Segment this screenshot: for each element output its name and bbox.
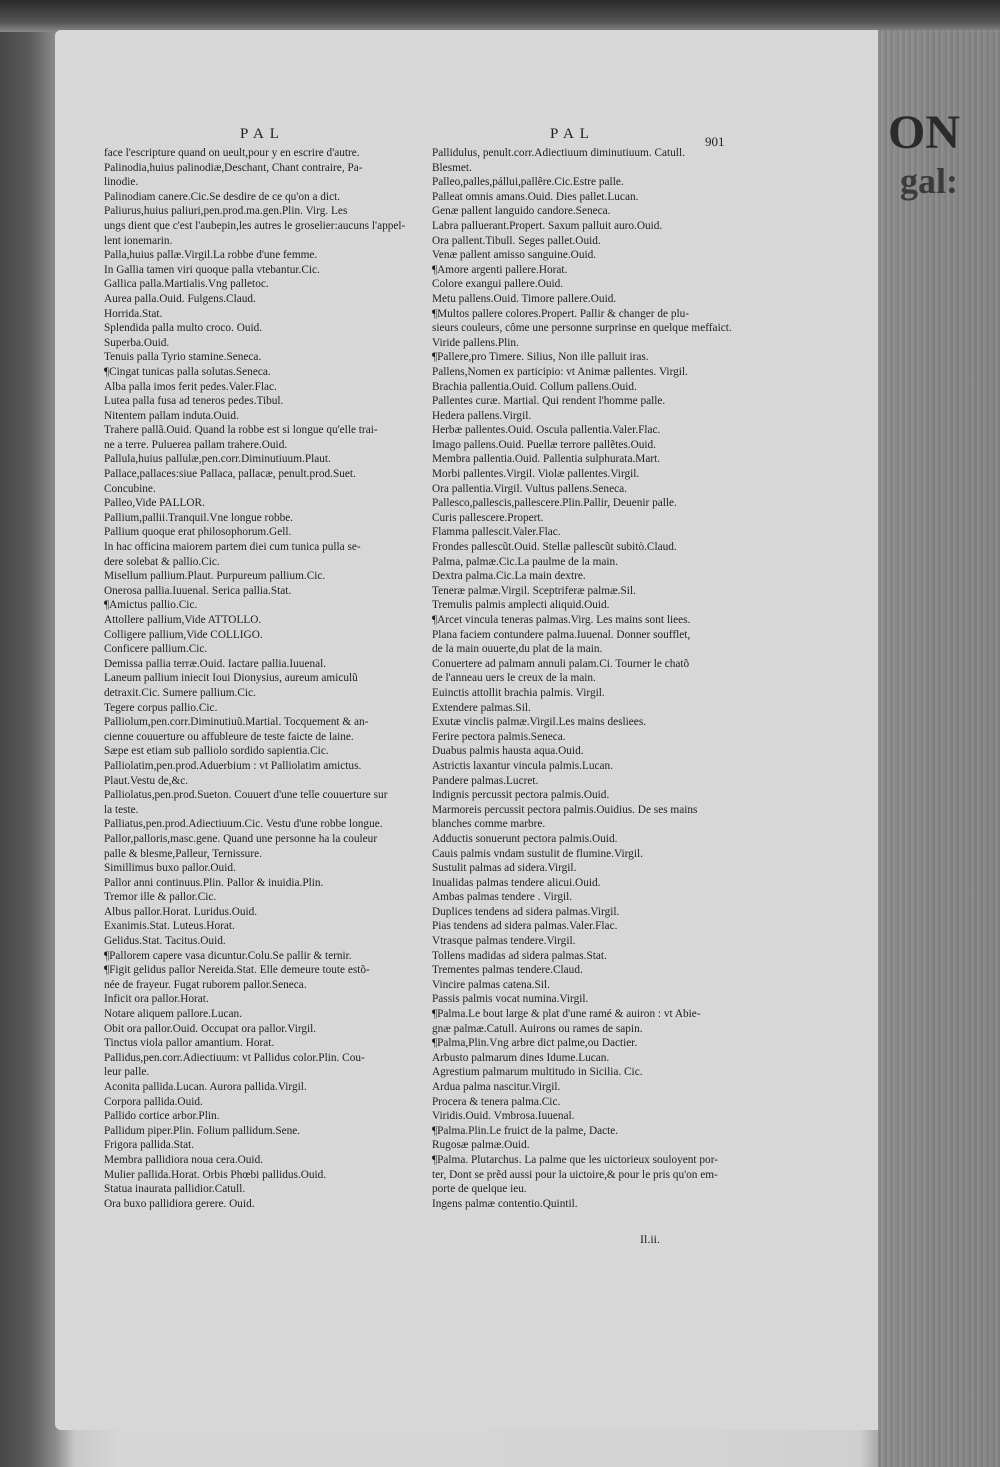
entry-line: Attollere pallium,Vide ATTOLLO. — [104, 614, 262, 626]
entry-line: Ora pallent.Tibull. Seges pallet.Ouid. — [432, 234, 601, 247]
entry-line: Concubine. — [104, 482, 156, 495]
entry-line: Hedera pallens.Virgil. — [432, 409, 532, 422]
entry-line: Euinctis attollit brachia palmis. Virgil. — [432, 686, 605, 699]
entry-line: Viridis.Ouid. Vmbrosa.Iuuenal. — [432, 1110, 575, 1123]
entry-line: Conuertere ad palmam annuli palam.Ci. Tourner le chatõ — [432, 657, 690, 670]
entry-line: Alba palla imos ferit pedes.Valer.Flac. — [104, 380, 277, 393]
page-number: 901 — [705, 134, 725, 149]
entry-line: cienne couuerture ou affubleure de teste faicte de laine. — [104, 730, 354, 743]
entry-line: Adductis sonuerunt pectora palmis.Ouid. — [432, 832, 618, 845]
entry-line: Palleo,Vide PALLOR. — [104, 497, 205, 510]
entry-line: Notare aliquem pallore.Lucan. — [104, 1008, 243, 1021]
entry-line: Paliurus,huius paliuri,pen.prod.ma.gen.Plin. Virg. Les — [104, 205, 348, 218]
entry-line: Plana faciem contundere palma.Iuuenal. Donner soufflet, — [432, 628, 691, 641]
right-running-header: PAL — [550, 126, 595, 142]
entry-line: Horrida.Stat. — [104, 307, 163, 320]
entry-line: Palliolatus,pen.prod.Sueton. Couuert d'une telle couuerture sur — [104, 789, 388, 802]
entry-line: ungs dient que c'est l'aubepin,les autres le groselier:aucuns l'appel- — [104, 219, 406, 232]
entry-line: ¶Palma.Le bout large & plat d'une ramé & auiron : vt Abie- — [432, 1008, 701, 1021]
entry-line: Rugosæ palmæ.Ouid. — [432, 1139, 530, 1152]
entry-line: Procera & tenera palma.Cic. — [432, 1095, 561, 1108]
entry-line: lent ionemarin. — [104, 234, 173, 247]
entry-line: Frondes pallescũt.Ouid. Stellæ pallescũt subitò.Claud. — [432, 541, 677, 554]
entry-line: Splendida palla multo croco. Ouid. — [104, 322, 263, 335]
entry-line: Trementes palmas tendere.Claud. — [432, 964, 583, 977]
entry-line: Nitentem pallam induta.Ouid. — [104, 409, 239, 422]
entry-line: Pandere palmas.Lucret. — [432, 774, 539, 787]
entry-line: Palliolatim,pen.prod.Aduerbium : vt Palliolatim amictus. — [104, 759, 362, 772]
entry-line: Colligere pallium,Vide COLLIGO. — [104, 628, 263, 641]
entry-line: Demissa pallia terræ.Ouid. Iactare pallia.Iuuenal. — [104, 657, 327, 670]
entry-line: Palleat omnis amans.Ouid. Dies pallet.Lucan. — [432, 190, 639, 203]
entry-line: Pallens,Nomen ex participio: vt Animæ pallentes. Virgil. — [432, 365, 688, 378]
entry-line: Exutæ vinclis palmæ.Virgil.Les mains desliees. — [432, 716, 647, 729]
entry-line: Colore exangui pallere.Ouid. — [432, 278, 564, 291]
entry-line: In hac officina maiorem partem diei cum tunica pulla se- — [104, 541, 361, 554]
entry-line: Teneræ palmæ.Virgil. Sceptriferæ palmæ.Sil. — [432, 584, 636, 597]
entry-line: Genæ pallent languido candore.Seneca. — [432, 205, 611, 218]
entry-line: Sæpe est etiam sub palliolo sordido sapientia.Cic. — [104, 745, 329, 758]
entry-line: Tegere corpus pallio.Cic. — [104, 701, 218, 714]
entry-line: dere solebat & pallio.Cic. — [104, 555, 220, 568]
entry-line: Morbi pallentes.Virgil. Violæ pallentes.Virgil. — [432, 468, 640, 481]
entry-line: Metu pallens.Ouid. Timore pallere.Ouid. — [432, 292, 617, 305]
entry-line: Palla,huius pallæ.Virgil.La robbe d'une femme. — [104, 249, 318, 262]
entry-line: Tinctus viola pallor amantium. Horat. — [104, 1037, 275, 1050]
entry-line: ¶Figit gelidus pallor Nereida.Stat. Elle demeure toute estõ- — [104, 964, 370, 977]
entry-line: Tremulis palmis amplecti aliquid.Ouid. — [432, 599, 610, 612]
entry-line: Tollens madidas ad sidera palmas.Stat. — [432, 949, 607, 962]
entry-line: Curis pallescere.Propert. — [432, 511, 544, 524]
entry-line: sieurs couleurs, côme une personne surprinse en quelque meffaict. — [432, 322, 732, 335]
entry-line: Indignis percussit pectora palmis.Ouid. — [432, 789, 610, 802]
entry-line: Arbusto palmarum dines Idume.Lucan. — [432, 1051, 610, 1064]
entry-line: Ingens palmæ contentio.Quintil. — [432, 1197, 578, 1210]
entry-line: Cauis palmis vndam sustulit de flumine.Virgil. — [432, 847, 643, 860]
entry-line: Palleo,palles,pállui,pallêre.Cic.Estre palle. — [432, 176, 624, 189]
right-column — [432, 146, 777, 1211]
entry-line: porte de quelque ieu. — [432, 1183, 527, 1196]
entry-line: Ambas palmas tendere . Virgil. — [432, 891, 573, 904]
entry-line: Trahere pallã.Ouid. Quand la robbe est si longue qu'elle trai- — [104, 424, 378, 437]
entry-line: Pallidus,pen.corr.Adiectiuum: vt Pallidus color.Plin. Cou- — [104, 1051, 365, 1064]
entry-line: Pallula,huius pallulæ,pen.corr.Diminutiuum.Plaut. — [104, 453, 331, 466]
entry-line: Pallium quoque erat philosophorum.Gell. — [104, 526, 292, 539]
entry-line: Pallium,pallii.Tranquil.Vne longue robbe. — [104, 511, 294, 524]
entry-line: ne a terre. Puluerea pallam trahere.Ouid. — [104, 438, 288, 451]
entry-line: gnæ palmæ.Catull. Auirons ou rames de sapin. — [432, 1022, 643, 1035]
entry-line: Palliatus,pen.prod.Adiectiuum.Cic. Vestu d'une robbe longue. — [104, 818, 383, 831]
entry-line: ¶Palma.Plin.Le fruict de la palme, Dacte. — [432, 1124, 619, 1137]
entry-line: Mulier pallida.Horat. Orbis Phœbi pallidus.Ouid. — [104, 1168, 327, 1181]
entry-line: Albus pallor.Horat. Luridus.Ouid. — [104, 905, 258, 918]
entry-line: ¶Cingat tunicas palla solutas.Seneca. — [104, 365, 271, 378]
entry-line: Lutea palla fusa ad teneros pedes.Tibul. — [104, 395, 284, 408]
entry-line: Herbæ pallentes.Ouid. Oscula pallentia.Valer.Flac. — [432, 424, 661, 437]
entry-line: Marmoreis percussit pectora palmis.Ouidius. De ses mains — [432, 803, 698, 816]
entry-line: Tremor ille & pallor.Cic. — [104, 891, 217, 904]
entry-line: Venæ pallent amisso sanguine.Ouid. — [432, 249, 597, 262]
entry-line: Obit ora pallor.Ouid. Occupat ora pallor.Virgil. — [104, 1022, 317, 1035]
entry-line: Aurea palla.Ouid. Fulgens.Claud. — [104, 292, 256, 305]
entry-line: Simillimus buxo pallor.Ouid. — [104, 862, 236, 875]
entry-line: Inualidas palmas tendere alicui.Ouid. — [432, 876, 601, 889]
entry-line: Pias tendens ad sidera palmas.Valer.Flac. — [432, 920, 618, 933]
entry-line: Pallidum piper.Plin. Folium pallidum.Sene. — [104, 1124, 301, 1137]
entry-line: Pallace,pallaces:siue Pallaca, pallacæ, penult.prod.Suet. — [104, 468, 356, 481]
bleed-through-text-2: gal: — [900, 161, 958, 201]
entry-line: Vtrasque palmas tendere.Virgil. — [432, 935, 576, 948]
entry-line: Membra pallidiora noua cera.Ouid. — [104, 1153, 264, 1166]
entry-line: Viride pallens.Plin. — [432, 336, 519, 349]
entry-line: Flamma pallescit.Valer.Flac. — [432, 526, 561, 539]
left-column — [104, 146, 449, 1211]
entry-line: Palinodiam canere.Cic.Se desdire de ce qu'on a dict. — [104, 190, 341, 203]
entry-line: Exanimis.Stat. Luteus.Horat. — [104, 920, 235, 933]
entry-line: In Gallia tamen viri quoque palla vtebantur.Cic. — [104, 263, 320, 276]
entry-line: ¶Arcet vincula teneras palmas.Virg. Les mains sont liees. — [432, 614, 691, 626]
entry-line: Pallor anni continuus.Plin. Pallor & inuidia.Plin. — [104, 876, 324, 889]
entry-line: Imago pallens.Ouid. Puellæ terrore pallẽtes.Ouid. — [432, 438, 657, 451]
entry-line: Conficere pallium.Cic. — [104, 643, 208, 656]
entry-line: blanches comme marbre. — [432, 818, 546, 831]
entry-line: Duplices tendens ad sidera palmas.Virgil. — [432, 905, 620, 918]
entry-line: Ora pallentia.Virgil. Vultus pallens.Seneca. — [432, 482, 627, 495]
signature-mark: Il.ii. — [640, 1232, 660, 1246]
entry-line: Brachia pallentia.Ouid. Collum pallens.Ouid. — [432, 380, 637, 393]
entry-line: Extendere palmas.Sil. — [432, 701, 531, 714]
entry-line: Misellum pallium.Plaut. Purpureum pallium.Cic. — [104, 570, 326, 583]
bleed-through-text: ON — [888, 106, 960, 159]
entry-line: palle & blesme,Palleur, Ternissure. — [104, 847, 262, 860]
entry-line: Pallido cortice arbor.Plin. — [104, 1110, 220, 1123]
entry-line: Duabus palmis hausta aqua.Ouid. — [432, 745, 584, 758]
entry-line: Gelidus.Stat. Tacitus.Ouid. — [104, 935, 226, 948]
entry-line: ¶Multos pallere colores.Propert. Pallir & changer de plu- — [432, 307, 690, 320]
entry-line: Palinodia,huius palinodiæ,Deschant, Chant contraire, Pa- — [104, 161, 363, 174]
entry-line: Inficit ora pallor.Horat. — [104, 993, 209, 1006]
entry-line: Gallica palla.Martialis.Vng palletoc. — [104, 278, 269, 291]
entry-line: Membra pallentia.Ouid. Pallentia sulphurata.Mart. — [432, 453, 661, 466]
entry-line: ter, Dont se prẽd aussi pour la uictoire,& pour le pris qu'on em- — [432, 1168, 718, 1181]
entry-line: Onerosa pallia.Iuuenal. Serica pallia.Stat. — [104, 584, 292, 597]
entry-line: Pallidulus, penult.corr.Adiectiuum diminutiuum. Catull. — [432, 147, 685, 159]
page-fore-edge — [878, 30, 1000, 1467]
entry-line: Passis palmis vocat numina.Virgil. — [432, 993, 589, 1006]
entry-line: ¶Palma,Plin.Vng arbre dict palme,ou Dactier. — [432, 1037, 638, 1050]
entry-line: Agrestium palmarum multitudo in Sicilia. Cic. — [432, 1066, 643, 1079]
entry-line: Ora buxo pallidiora gerere. Ouid. — [104, 1197, 255, 1210]
entry-line: la teste. — [104, 803, 139, 816]
entry-line: face l'escripture quand on ueult,pour y en escrire d'autre. — [104, 147, 360, 159]
entry-line: Tenuis palla Tyrio stamine.Seneca. — [104, 351, 262, 364]
entry-line: Corpora pallida.Ouid. — [104, 1095, 203, 1108]
entry-line: Palma, palmæ.Cic.La paulme de la main. — [432, 555, 619, 568]
entry-line: Plaut.Vestu de,&c. — [104, 774, 189, 787]
entry-line: de la main ouuerte,du plat de la main. — [432, 643, 603, 656]
entry-line: detraxit.Cic. Sumere pallium.Cic. — [104, 686, 256, 699]
entry-line: Astrictis laxantur vincula palmis.Lucan. — [432, 759, 614, 772]
entry-line: Pallesco,pallescis,pallescere.Plin.Pallir, Deuenir palle. — [432, 497, 677, 510]
entry-line: de l'anneau uers le creux de la main. — [432, 672, 596, 685]
entry-line: ¶Pallere,pro Timere. Silius, Non ille palluit iras. — [432, 351, 649, 364]
entry-line: ¶Pallorem capere vasa dicuntur.Colu.Se pallir & ternir. — [104, 949, 352, 962]
book-top-edge — [0, 0, 1000, 32]
entry-line: ¶Amore argenti pallere.Horat. — [432, 263, 568, 276]
entry-line: linodie. — [104, 176, 139, 189]
entry-line: Vincire palmas catena.Sil. — [432, 978, 550, 991]
entry-line: Labra palluerant.Propert. Saxum palluit auro.Ouid. — [432, 219, 663, 232]
entry-line: née de frayeur. Fugat ruborem pallor.Seneca. — [104, 978, 307, 991]
entry-line: Ferire pectora palmis.Seneca. — [432, 730, 566, 743]
entry-line: leur palle. — [104, 1066, 150, 1079]
entry-line: Laneum pallium iniecit Ioui Dionysius, aureum amiculũ — [104, 672, 358, 685]
entry-line: ¶Palma. Plutarchus. La palme que les uictorieux souloyent por- — [432, 1153, 718, 1166]
left-running-header: PAL — [240, 126, 285, 142]
entry-line: Pallor,palloris,masc.gene. Quand une personne ha la couleur — [104, 832, 378, 845]
entry-line: Aconita pallida.Lucan. Aurora pallida.Virgil. — [104, 1081, 307, 1093]
entry-line: Statua inaurata pallidior.Catull. — [104, 1183, 246, 1196]
entry-line: Pallentes curæ. Martial. Qui rendent l'homme palle. — [432, 395, 666, 408]
entry-line: Sustulit palmas ad sidera.Virgil. — [432, 862, 577, 875]
entry-line: Superba.Ouid. — [104, 336, 170, 349]
entry-line: Frigora pallida.Stat. — [104, 1139, 195, 1152]
entry-line: Palliolum,pen.corr.Diminutiuũ.Martial. Tocquement & an- — [104, 716, 369, 729]
entry-line: ¶Amictus pallio.Cic. — [104, 599, 198, 612]
entry-line: Ardua palma nascitur.Virgil. — [432, 1081, 561, 1093]
entry-line: Dextra palma.Cic.La main dextre. — [432, 570, 586, 583]
entry-line: Blesmet. — [432, 161, 472, 174]
